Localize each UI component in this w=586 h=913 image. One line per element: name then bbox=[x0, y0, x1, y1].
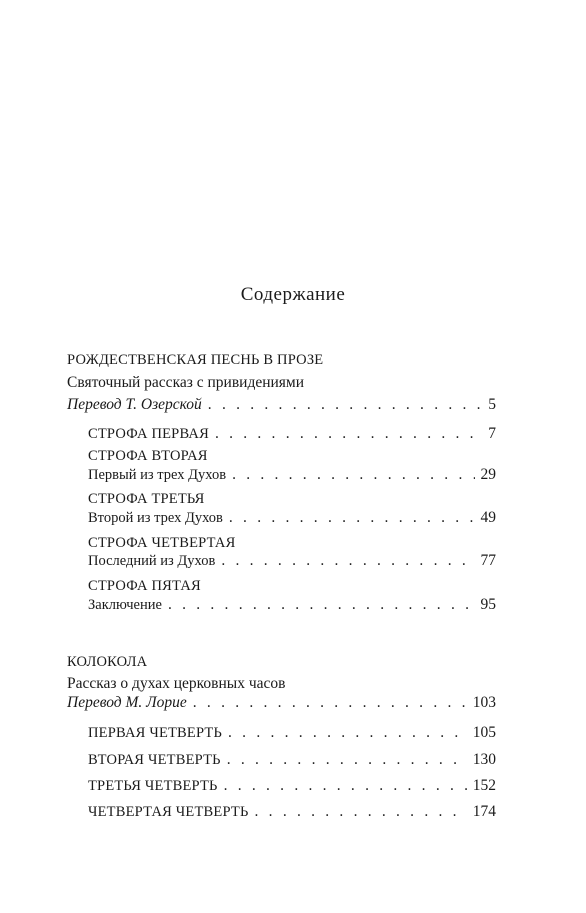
part-title: ЧЕТВЕРТАЯ ЧЕТВЕРТЬ bbox=[88, 804, 249, 820]
page-number: 7 bbox=[488, 425, 496, 442]
leader-dots bbox=[208, 396, 482, 414]
part-subtitle: Последний из Духов bbox=[88, 553, 216, 569]
part-subtitle: Первый из трех Духов bbox=[88, 467, 227, 483]
leader-dots bbox=[221, 552, 474, 570]
toc-entry-part[interactable] bbox=[88, 803, 496, 821]
page-number: 105 bbox=[472, 724, 496, 741]
toc-entry-part[interactable] bbox=[88, 552, 496, 570]
page-number: 152 bbox=[472, 777, 496, 794]
part-title: ВТОРАЯ ЧЕТВЕРТЬ bbox=[88, 752, 221, 768]
leader-dots bbox=[227, 751, 467, 769]
work-title: РОЖДЕСТВЕНСКАЯ ПЕСНЬ В ПРОЗЕ bbox=[67, 352, 324, 368]
leader-dots bbox=[232, 466, 474, 484]
page-number: 5 bbox=[488, 396, 496, 413]
leader-dots bbox=[229, 509, 475, 527]
leader-dots bbox=[193, 694, 467, 712]
part-subtitle: Второй из трех Духов bbox=[88, 510, 223, 526]
page-number: 103 bbox=[472, 694, 496, 711]
part-title: СТРОФА ВТОРАЯ bbox=[88, 448, 208, 464]
leader-dots bbox=[224, 777, 467, 795]
work-subtitle: Рассказ о духах церковных часов bbox=[67, 675, 286, 692]
toc-entry-part[interactable] bbox=[88, 509, 496, 527]
toc-entry-part[interactable] bbox=[88, 425, 496, 443]
toc-entry-part[interactable] bbox=[88, 751, 496, 769]
part-title: СТРОФА ПЕРВАЯ bbox=[88, 426, 209, 442]
leader-dots bbox=[255, 803, 467, 821]
translator-label: Перевод Т. Озерской bbox=[67, 396, 202, 413]
toc-entry-part[interactable] bbox=[88, 724, 496, 742]
translator-label: Перевод М. Лорие bbox=[67, 694, 187, 711]
part-subtitle: Заключение bbox=[88, 597, 162, 613]
page-number: 95 bbox=[480, 596, 496, 613]
leader-dots bbox=[168, 596, 475, 614]
toc-entry-translator[interactable] bbox=[67, 694, 496, 712]
leader-dots bbox=[215, 425, 482, 443]
part-title: СТРОФА ЧЕТВЕРТАЯ bbox=[88, 535, 236, 551]
page-number: 77 bbox=[480, 552, 496, 569]
page-number: 29 bbox=[480, 466, 496, 483]
part-title: ПЕРВАЯ ЧЕТВЕРТЬ bbox=[88, 725, 223, 741]
page-title: Содержание bbox=[240, 284, 346, 305]
toc-entry-part[interactable] bbox=[88, 466, 496, 484]
part-title: СТРОФА ТРЕТЬЯ bbox=[88, 491, 205, 507]
page-number: 49 bbox=[480, 509, 496, 526]
part-title: СТРОФА ПЯТАЯ bbox=[88, 578, 201, 594]
page-number: 130 bbox=[472, 751, 496, 768]
toc-entry-part[interactable] bbox=[88, 596, 496, 614]
work-subtitle: Святочный рассказ с привидениями bbox=[67, 374, 305, 391]
part-title: ТРЕТЬЯ ЧЕТВЕРТЬ bbox=[88, 778, 218, 794]
page-number: 174 bbox=[472, 803, 496, 820]
toc-entry-part[interactable] bbox=[88, 777, 496, 795]
work-title: КОЛОКОЛА bbox=[67, 654, 148, 670]
toc-entry-translator[interactable] bbox=[67, 396, 496, 414]
leader-dots bbox=[228, 724, 467, 742]
